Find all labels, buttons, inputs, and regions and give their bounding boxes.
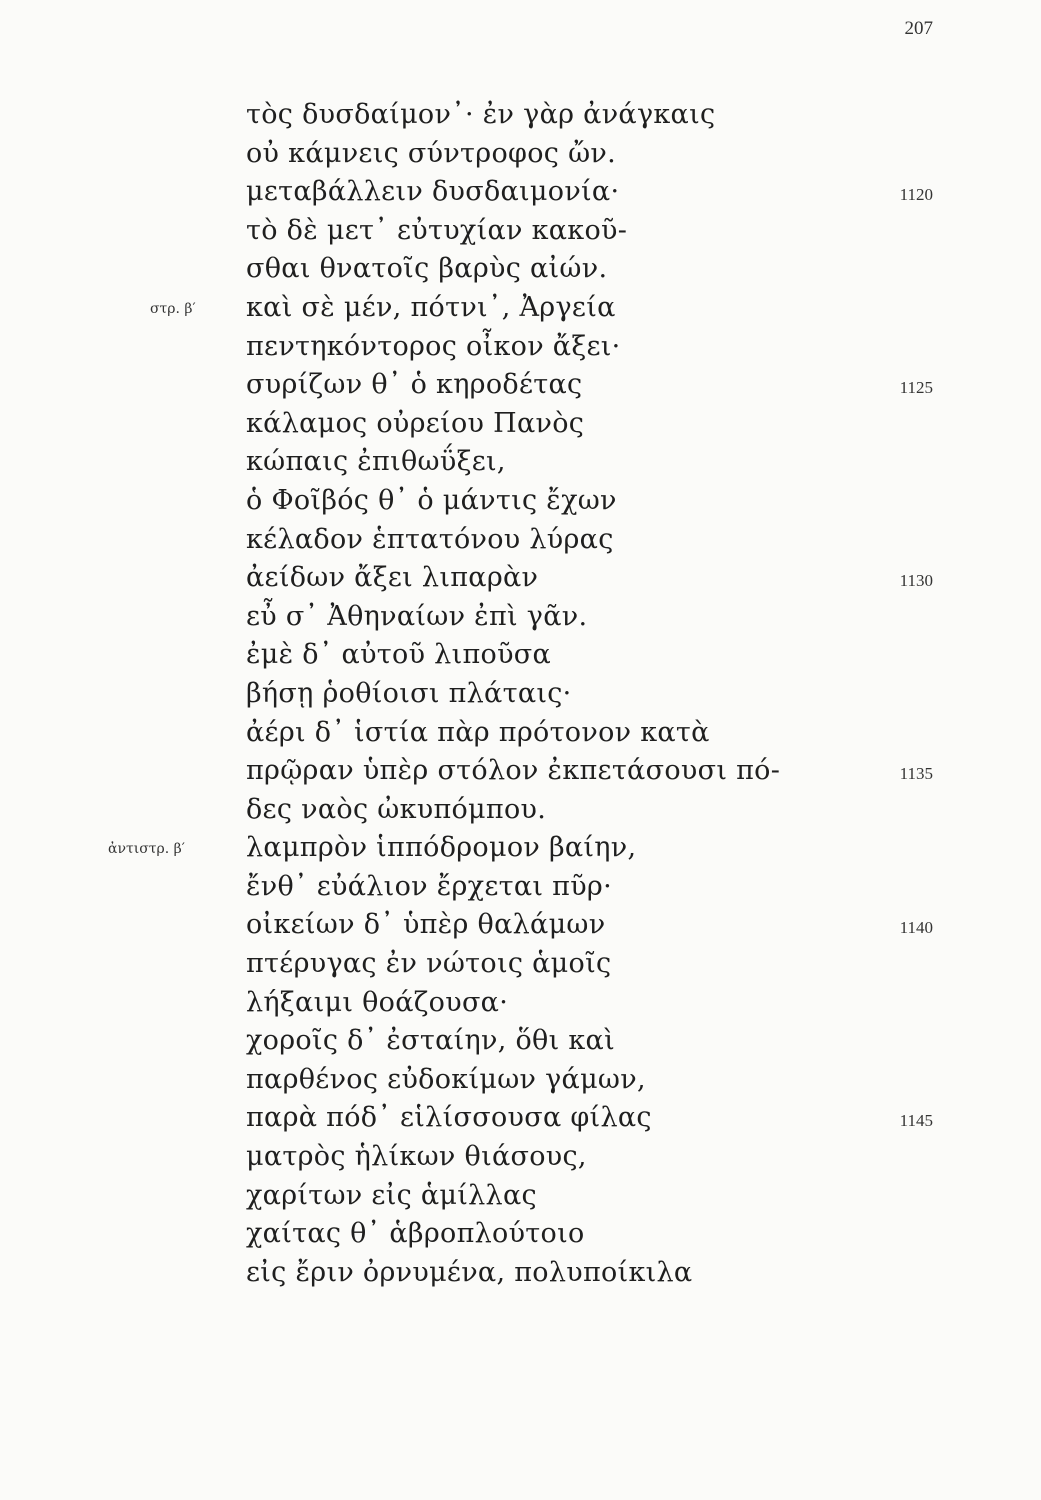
verse-line — [0, 96, 1041, 135]
verse-line — [0, 636, 1041, 675]
verse-line — [0, 675, 1041, 714]
verse-line — [0, 598, 1041, 637]
verse-line — [0, 443, 1041, 482]
strophe-marginal-label: στρ. β′ — [150, 300, 196, 317]
verse-line-text: λήξαιμι θοάζουσα· — [246, 986, 509, 1018]
verse-line-text: πτέρυγας ἐν νώτοις ἁμοῖς — [246, 948, 612, 980]
verse-line-text: εὖ σ᾽ Ἀθηναίων ἐπὶ γᾶν. — [246, 600, 588, 632]
verse-line-text: μεταβάλλειν δυσδαιμονία· — [246, 176, 620, 208]
verse-line-text: δες ναὸς ὠκυπόμπου. — [246, 793, 547, 825]
verse-text — [0, 96, 1041, 1292]
verse-line-text: ὁ Φοῖβός θ᾽ ὁ μάντις ἔχων — [246, 484, 617, 516]
verse-line — [0, 289, 1041, 328]
verse-line — [0, 752, 1041, 791]
verse-line — [0, 482, 1041, 521]
verse-line-text: κέλαδον ἑπτατόνου λύρας — [246, 523, 614, 555]
verse-line — [0, 135, 1041, 174]
verse-line-text: πρῷραν ὑπὲρ στόλον ἐκπετάσουσι πό- — [246, 755, 781, 787]
verse-line — [0, 1254, 1041, 1293]
line-number: 1140 — [899, 918, 933, 938]
verse-line — [0, 212, 1041, 251]
verse-line-text: κάλαμος οὐρείου Πανὸς — [246, 407, 585, 439]
verse-line-text: εἰς ἔριν ὀρνυμένα, πολυποίκιλα — [246, 1256, 693, 1288]
line-number: 1130 — [899, 571, 933, 591]
verse-line-text: βήσῃ ῥοθίοισι πλάταις· — [246, 677, 572, 709]
line-number: 1125 — [899, 378, 933, 398]
verse-line — [0, 1099, 1041, 1138]
verse-line — [0, 1022, 1041, 1061]
line-number: 1135 — [899, 764, 933, 784]
verse-line — [0, 1138, 1041, 1177]
verse-line — [0, 521, 1041, 560]
verse-line — [0, 366, 1041, 405]
verse-line-text: χαρίτων εἰς ἁμίλλας — [246, 1179, 537, 1211]
verse-line — [0, 906, 1041, 945]
verse-line — [0, 945, 1041, 984]
verse-line — [0, 1061, 1041, 1100]
line-number: 1145 — [899, 1111, 933, 1131]
verse-line-text: ἔνθ᾽ εὐάλιον ἔρχεται πῦρ· — [246, 870, 612, 902]
verse-line-text: τὸς δυσδαίμον᾽· ἐν γὰρ ἀνάγκαις — [246, 99, 716, 130]
verse-line — [0, 405, 1041, 444]
verse-line — [0, 714, 1041, 753]
strophe-marginal-label: ἀντιστρ. β′ — [108, 841, 185, 858]
verse-line-text: τὸ δὲ μετ᾽ εὐτυχίαν κακοῦ- — [246, 214, 628, 246]
verse-line-text: λαμπρὸν ἱππόδρομον βαίην, — [246, 832, 637, 864]
verse-line — [0, 559, 1041, 598]
verse-line-text: χαίτας θ᾽ ἁβροπλούτοιο — [246, 1218, 585, 1250]
verse-line-text: σθαι θνατοῖς βαρὺς αἰών. — [246, 253, 608, 285]
verse-line-text: πεντηκόντορος οἶκον ἄξει· — [246, 330, 621, 362]
verse-line-text: συρίζων θ᾽ ὁ κηροδέτας — [246, 369, 583, 401]
verse-line-text: καὶ σὲ μέν, πότνι᾽, Ἀργεία — [246, 291, 616, 323]
verse-line — [0, 250, 1041, 289]
verse-line — [0, 328, 1041, 367]
page-number: 207 — [904, 18, 933, 39]
verse-line — [0, 868, 1041, 907]
verse-line-text: παρθένος εὐδοκίμων γάμων, — [246, 1063, 646, 1095]
verse-line-text: χοροῖς δ᾽ ἐσταίην, ὅθι καὶ — [246, 1025, 615, 1057]
verse-line-text: ἀέρι δ᾽ ἱστία πὰρ πρότονον κατὰ — [246, 716, 710, 748]
verse-line — [0, 1215, 1041, 1254]
verse-line-text: παρὰ πόδ᾽ εἱλίσσουσα φίλας — [246, 1102, 652, 1134]
verse-line-text: οὐ κάμνεις σύντροφος ὤν. — [246, 137, 616, 169]
verse-line-text: ἐμὲ δ᾽ αὐτοῦ λιποῦσα — [246, 639, 552, 671]
line-number: 1120 — [899, 185, 933, 205]
verse-line — [0, 173, 1041, 212]
verse-line-text: ἀείδων ἄξει λιπαρὰν — [246, 562, 539, 594]
verse-line-text: οἰκείων δ᾽ ὑπὲρ θαλάμων — [246, 909, 606, 941]
verse-line — [0, 829, 1041, 868]
verse-line — [0, 791, 1041, 830]
verse-line — [0, 984, 1041, 1023]
verse-line-text: κώπαις ἐπιθωΰξει, — [246, 446, 506, 478]
verse-line-text: ματρὸς ἡλίκων θιάσους, — [246, 1141, 587, 1173]
verse-line — [0, 1177, 1041, 1216]
